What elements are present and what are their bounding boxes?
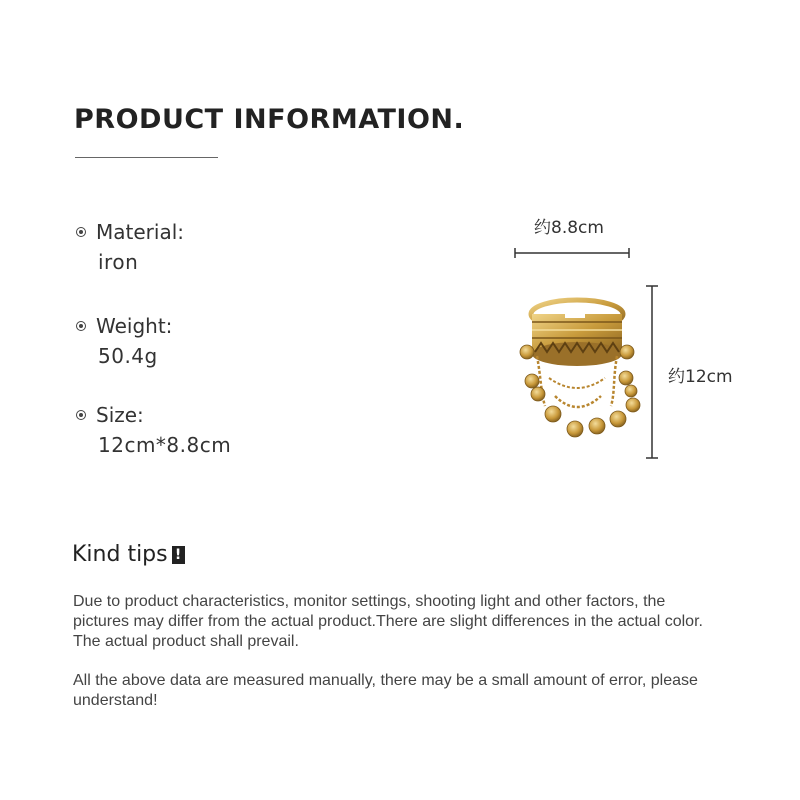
spec-size [76, 403, 231, 457]
title-underline [75, 157, 218, 158]
spec-value: iron [98, 250, 139, 274]
spec-label: Size: [96, 403, 144, 427]
tips-paragraph: All the above data are measured manually, there may be a small amount of error, please understand! [73, 672, 698, 709]
tips-paragraph: Due to product characteristics, monitor settings, shooting light and other factors, the pictures may differ from the actual product.There are slight differences in the actual color. The actual product shall prevail. [73, 593, 703, 650]
exclamation-icon: ! [172, 546, 185, 564]
spec-weight [76, 314, 172, 368]
bracelet-product-image [505, 278, 650, 438]
width-dimension-label: 约8.8cm [534, 218, 604, 238]
tips-heading-text: Kind tips [72, 542, 168, 567]
bullet-icon [76, 227, 86, 237]
spec-material [76, 220, 184, 274]
spec-label: Material: [96, 220, 184, 244]
spec-label: Weight: [96, 314, 173, 338]
tips-heading [72, 542, 185, 567]
height-dimension-label: 约12cm [668, 367, 733, 387]
bullet-icon [76, 321, 86, 331]
width-dimension-line [510, 245, 635, 261]
spec-value: 50.4g [98, 344, 158, 368]
spec-value: 12cm*8.8cm [98, 433, 232, 457]
page-title: PRODUCT INFORMATION. [74, 104, 465, 135]
bullet-icon [76, 410, 86, 420]
